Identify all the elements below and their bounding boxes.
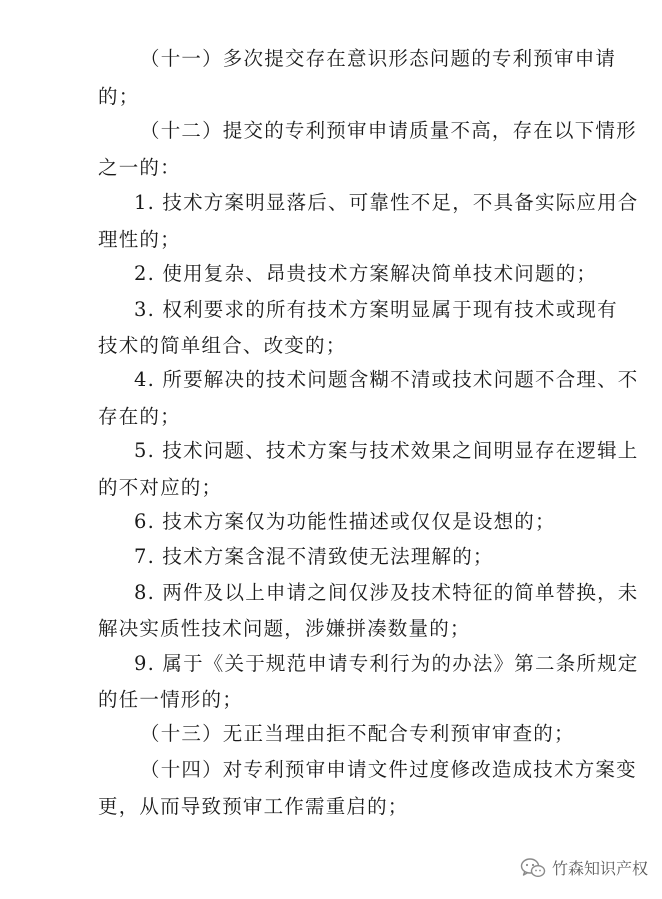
text-line: 4. 所要解决的技术问题含糊不清或技术问题不合理、不 — [134, 368, 639, 391]
text-line: 5. 技术问题、技术方案与技术效果之间明显存在逻辑上 — [134, 439, 639, 462]
text-line: 解决实质性技术问题，涉嫌拼凑数量的； — [98, 617, 471, 640]
text-line: 存在的； — [98, 405, 181, 428]
watermark-text: 竹森知识产权 — [551, 859, 648, 878]
text-line: 的； — [98, 85, 140, 108]
text-line: 7. 技术方案含混不清致使无法理解的； — [134, 545, 494, 568]
text-line: （十一）多次提交存在意识形态问题的专利预审申请 — [140, 47, 617, 70]
wechat-icon — [520, 857, 546, 879]
text-line: 3. 权利要求的所有技术方案明显属于现有技术或现有 — [134, 298, 618, 321]
text-line: 的不对应的； — [98, 476, 223, 499]
text-line: （十二）提交的专利预审申请质量不高，存在以下情形 — [140, 119, 637, 142]
text-line: 2. 使用复杂、昂贵技术方案解决简单技术问题的； — [134, 262, 598, 285]
text-line: 6. 技术方案仅为功能性描述或仅仅是设想的； — [134, 510, 556, 533]
text-line: 8. 两件及以上申请之间仅涉及技术特征的简单替换，未 — [134, 581, 639, 604]
watermark — [520, 856, 648, 879]
text-line: 之一的： — [98, 156, 181, 179]
text-line: 的任一情形的； — [98, 688, 243, 711]
text-line: 9. 属于《关于规范申请专利行为的办法》第二条所规定 — [134, 652, 639, 675]
text-line: （十四）对专利预审申请文件过度修改造成技术方案变 — [140, 758, 637, 781]
text-line: 技术的简单组合、改变的； — [98, 334, 347, 357]
text-line: （十三）无正当理由拒不配合专利预审审查的； — [140, 722, 575, 745]
text-line: 理性的； — [98, 228, 181, 251]
text-line: 更，从而导致预审工作需重启的； — [98, 795, 409, 818]
text-line: 1. 技术方案明显落后、可靠性不足，不具备实际应用合 — [134, 191, 639, 214]
